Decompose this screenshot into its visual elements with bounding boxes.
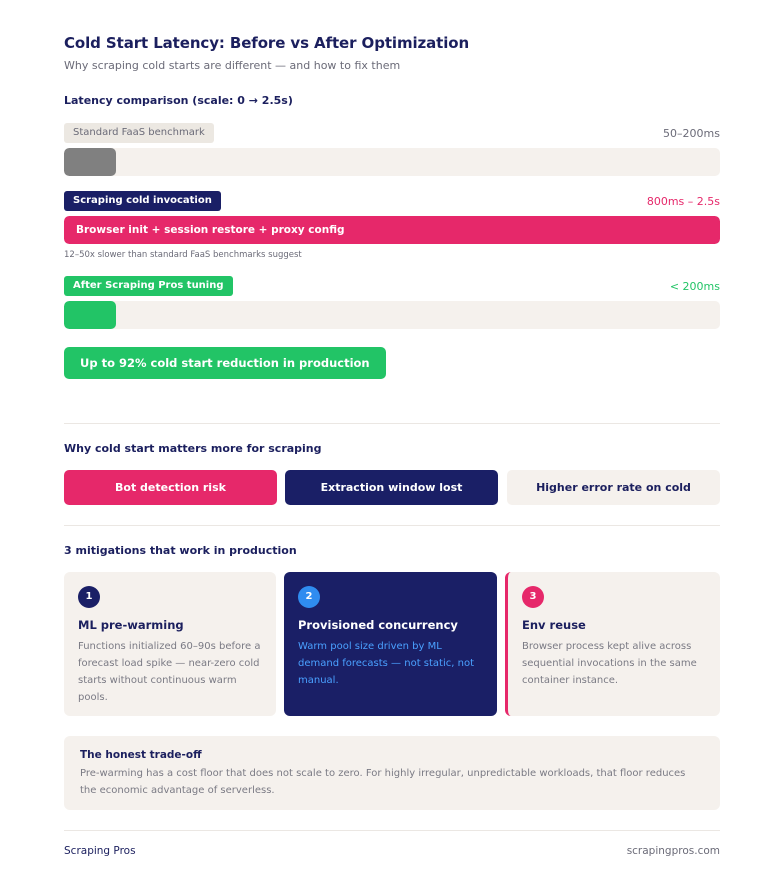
after-tuning-bar (64, 301, 116, 329)
extraction-window-pill: Extraction window lost (285, 470, 498, 505)
mitigation-card-ml-prewarming (64, 572, 276, 716)
scraping-cold-bar (64, 216, 720, 244)
tradeoff-title: The honest trade-off (80, 749, 202, 761)
card-text: Warm pool size driven by ML demand forecasts — not static, not manual. (298, 641, 474, 686)
scraping-cold-track (64, 216, 720, 244)
standard-faas-range: 50–200ms (663, 127, 720, 140)
mitigations-label: 3 mitigations that work in production (64, 544, 297, 557)
card-text: Functions initialized 60–90s before a forecast load spike — near-zero cold starts without continuous warm pools. (78, 641, 261, 703)
after-tuning-tag: After Scraping Pros tuning (64, 276, 233, 296)
divider (64, 525, 720, 526)
standard-faas-tag: Standard FaaS benchmark (64, 123, 214, 143)
page-title: Cold Start Latency: Before vs After Optimization (64, 34, 470, 52)
why-label: Why cold start matters more for scraping (64, 442, 322, 455)
scraping-cold-tag: Scraping cold invocation (64, 191, 221, 211)
reduction-badge: Up to 92% cold start reduction in production (64, 347, 386, 379)
after-tuning-range: < 200ms (669, 280, 720, 293)
divider (64, 423, 720, 424)
scraping-cold-range: 800ms – 2.5s (646, 195, 720, 208)
scraping-cold-bar-text: Browser init + session restore + proxy config (76, 224, 345, 236)
card-title: Provisioned concurrency (298, 618, 458, 632)
standard-faas-track (64, 148, 720, 176)
step-number-badge: 3 (522, 586, 544, 608)
mitigation-card-provisioned-concurrency (284, 572, 497, 716)
scraping-cold-note: 12–50x slower than standard FaaS benchmarks suggest (64, 250, 302, 260)
mitigation-card-env-reuse (505, 572, 720, 716)
card-text: Browser process kept alive across sequential invocations in the same container instance. (522, 641, 697, 686)
card-title: Env reuse (522, 618, 586, 632)
footer-site-link[interactable]: scrapingpros.com (626, 845, 720, 857)
step-number-badge: 1 (78, 586, 100, 608)
tradeoff-text: Pre-warming has a cost floor that does not scale to zero. For highly irregular, unpredictable workloads, that floor reduces the economic advantage of serverless. (80, 768, 686, 796)
bot-detection-pill: Bot detection risk (64, 470, 277, 505)
after-tuning-track (64, 301, 720, 329)
step-number-badge: 2 (298, 586, 320, 608)
tradeoff-box (64, 736, 720, 810)
standard-faas-bar (64, 148, 116, 176)
footer-brand: Scraping Pros (64, 845, 136, 857)
page-subtitle: Why scraping cold starts are different — and how to fix them (64, 59, 401, 72)
divider (64, 830, 720, 831)
card-title: ML pre-warming (78, 618, 184, 632)
error-rate-pill: Higher error rate on cold (507, 470, 720, 505)
comparison-label: Latency comparison (scale: 0 → 2.5s) (64, 94, 293, 107)
